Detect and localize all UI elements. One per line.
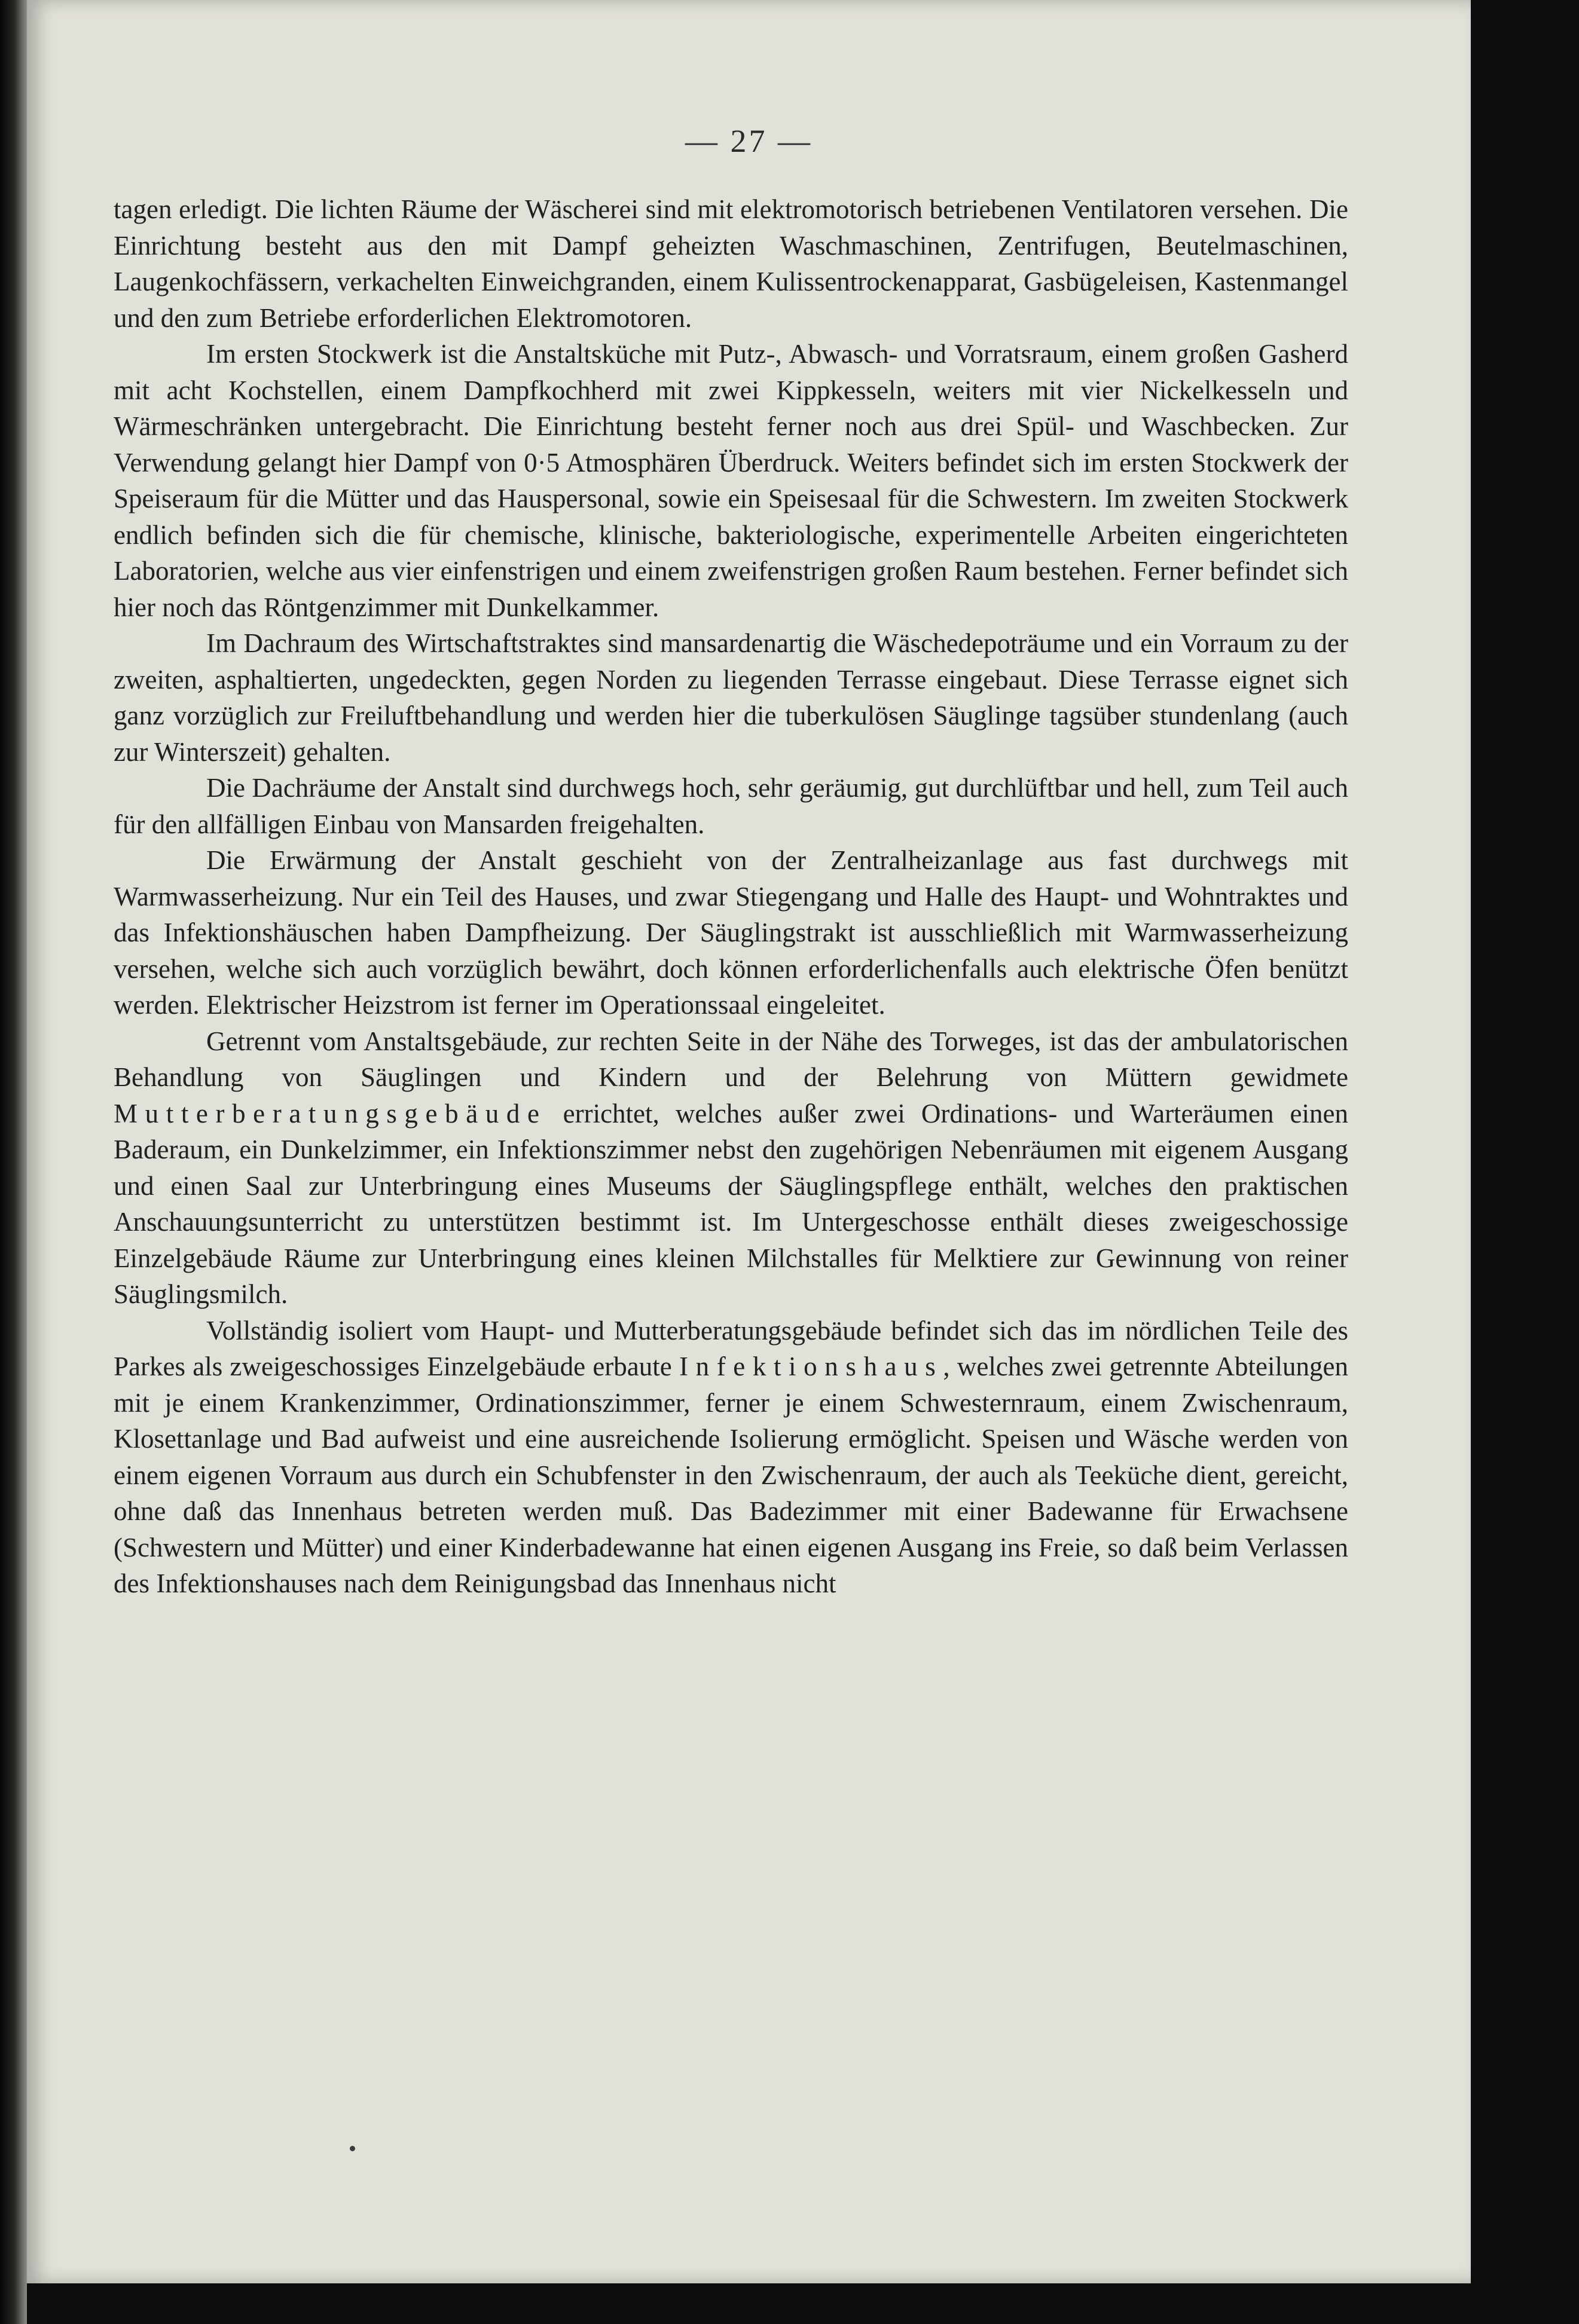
paragraph bbox=[114, 625, 1348, 770]
body-text bbox=[114, 191, 1348, 1602]
paragraph-text: tagen erledigt. Die lichten Räume der Wäscherei sind mit elektromotorisch betriebenen Ventilatoren versehen. Die Einrichtung besteht aus den mit Dampf geheizten Waschmaschinen, Zentrifugen, Beutelmaschinen, Laugenkochfässern, verkachelten Einweichgranden, einem Kulissentrockenapparat, Gasbügeleisen, Kastenmangel und den zum Betriebe erforderlichen Elektromotoren. bbox=[114, 194, 1348, 333]
paragraph-text: Die Dachräume der Anstalt sind durchwegs hoch, sehr geräumig, gut durchlüftbar und hell, zum Teil auch für den allfälligen Einbau von Mansarden freigehalten. bbox=[114, 773, 1348, 839]
paragraph bbox=[114, 770, 1348, 842]
paragraph bbox=[114, 1023, 1348, 1313]
paragraph-text: Getrennt vom Anstaltsgebäude, zur rechten Seite in der Nähe des Torweges, ist das der ambulatorischen Behandlung von Säuglingen und Kindern und der Belehrung von Müttern gewidmete bbox=[114, 1026, 1348, 1092]
paragraph-text: Im ersten Stockwerk ist die Anstaltsküche mit Putz-, Abwasch- und Vorratsraum, einem großen Gasherd mit acht Kochstellen, einem Dampfkochherd mit zwei Kippkesseln, weiters mit vier Nickelkesseln und Wärmeschränken untergebracht. Die Einrichtung besteht ferner noch aus drei Spül- und Waschbecken. Zur Verwendung gelangt hier Dampf von 0·5 Atmosphären Überdruck. Weiters befindet sich im ersten Stockwerk der Speiseraum für die Mütter und das Hauspersonal, sowie ein Speisesaal für die Schwestern. Im zweiten Stockwerk endlich befinden sich die für chemische, klinische, bakteriologische, experimentelle Arbeiten eingerichteten Laboratorien, welche aus vier einfenstrigen und einem zweifenstrigen großen Raum bestehen. Ferner befindet sich hier noch das Röntgenzimmer mit Dunkelkammer. bbox=[114, 339, 1348, 622]
emphasized-term: Infektionshaus bbox=[679, 1351, 943, 1381]
paragraph-text: , welches zwei getrennte Abteilungen mit je einem Krankenzimmer, Ordinationszimmer, ferner je einem Schwesternraum, einem Zwischenraum, Klosettanlage und Bad aufweist und eine ausreichende Isolierung ermöglicht. Speisen und Wäsche werden von einem eigenen Vorraum aus durch ein Schubfenster in den Zwischenraum, der auch als Teeküche dient, gereicht, ohne daß das Innenhaus betreten werden muß. Das Badezimmer mit einer Badewanne für Erwachsene (Schwestern und Mütter) und einer Kinderbadewanne hat einen eigenen Ausgang ins Freie, so daß beim Verlassen des Infektionshauses nach dem Reinigungsbad das Innenhaus nicht bbox=[114, 1351, 1348, 1598]
paragraph-text: Vollständig isoliert vom Haupt- und Mutterberatungsgebäude befindet sich das im nördlichen Teile des Parkes als zweigeschossiges Einzelgebäude erbaute bbox=[114, 1315, 1348, 1381]
paragraph bbox=[114, 191, 1348, 336]
paragraph bbox=[114, 1313, 1348, 1602]
book-page bbox=[27, 0, 1471, 2283]
emphasized-term: Mutterberatungsgebäude bbox=[114, 1098, 547, 1129]
book-binding-edge bbox=[0, 0, 27, 2324]
paragraph-text: Die Erwärmung der Anstalt geschieht von der Zentralheizanlage aus fast durchwegs mit Warmwasserheizung. Nur ein Teil des Hauses, und zwar Stiegengang und Halle des Haupt- und Wohntraktes und das Infektionshäuschen haben Dampfheizung. Der Säuglingstrakt ist ausschließlich mit Warmwasserheizung versehen, welche sich auch vorzüglich bewährt, doch können erforderlichenfalls auch elektrische Öfen benützt werden. Elektrischer Heizstrom ist ferner im Operationssaal eingeleitet. bbox=[114, 845, 1348, 1020]
paragraph bbox=[114, 842, 1348, 1023]
paragraph-text: Im Dachraum des Wirtschaftstraktes sind mansardenartig die Wäschedepoträume und ein Vorraum zu der zweiten, asphaltierten, ungedeckten, gegen Norden zu liegenden Terrasse eingebaut. Diese Terrasse eignet sich ganz vorzüglich zur Freiluftbehandlung und werden hier die tuberkulösen Säuglinge tagsüber stundenlang (auch zur Winterszeit) gehalten. bbox=[114, 628, 1348, 767]
paragraph bbox=[114, 336, 1348, 625]
ink-speck bbox=[350, 2146, 355, 2151]
page-number: — 27 — bbox=[685, 123, 813, 159]
paragraph-text: errichtet, welches außer zwei Ordinations- und Warteräumen einen Baderaum, ein Dunkelzimmer, ein Infektionszimmer nebst den zugehörigen Nebenräumen mit eigenem Ausgang und einen Saal zur Unterbringung eines Museums der Säuglingspflege enthält, welches den praktischen Anschauungsunterricht zu unterstützen bestimmt ist. Im Untergeschosse enthält dieses zweigeschossige Einzelgebäude Räume zur Unterbringung eines kleinen Milchstalles für Melktiere zur Gewinnung von reiner Säuglingsmilch. bbox=[114, 1098, 1348, 1309]
